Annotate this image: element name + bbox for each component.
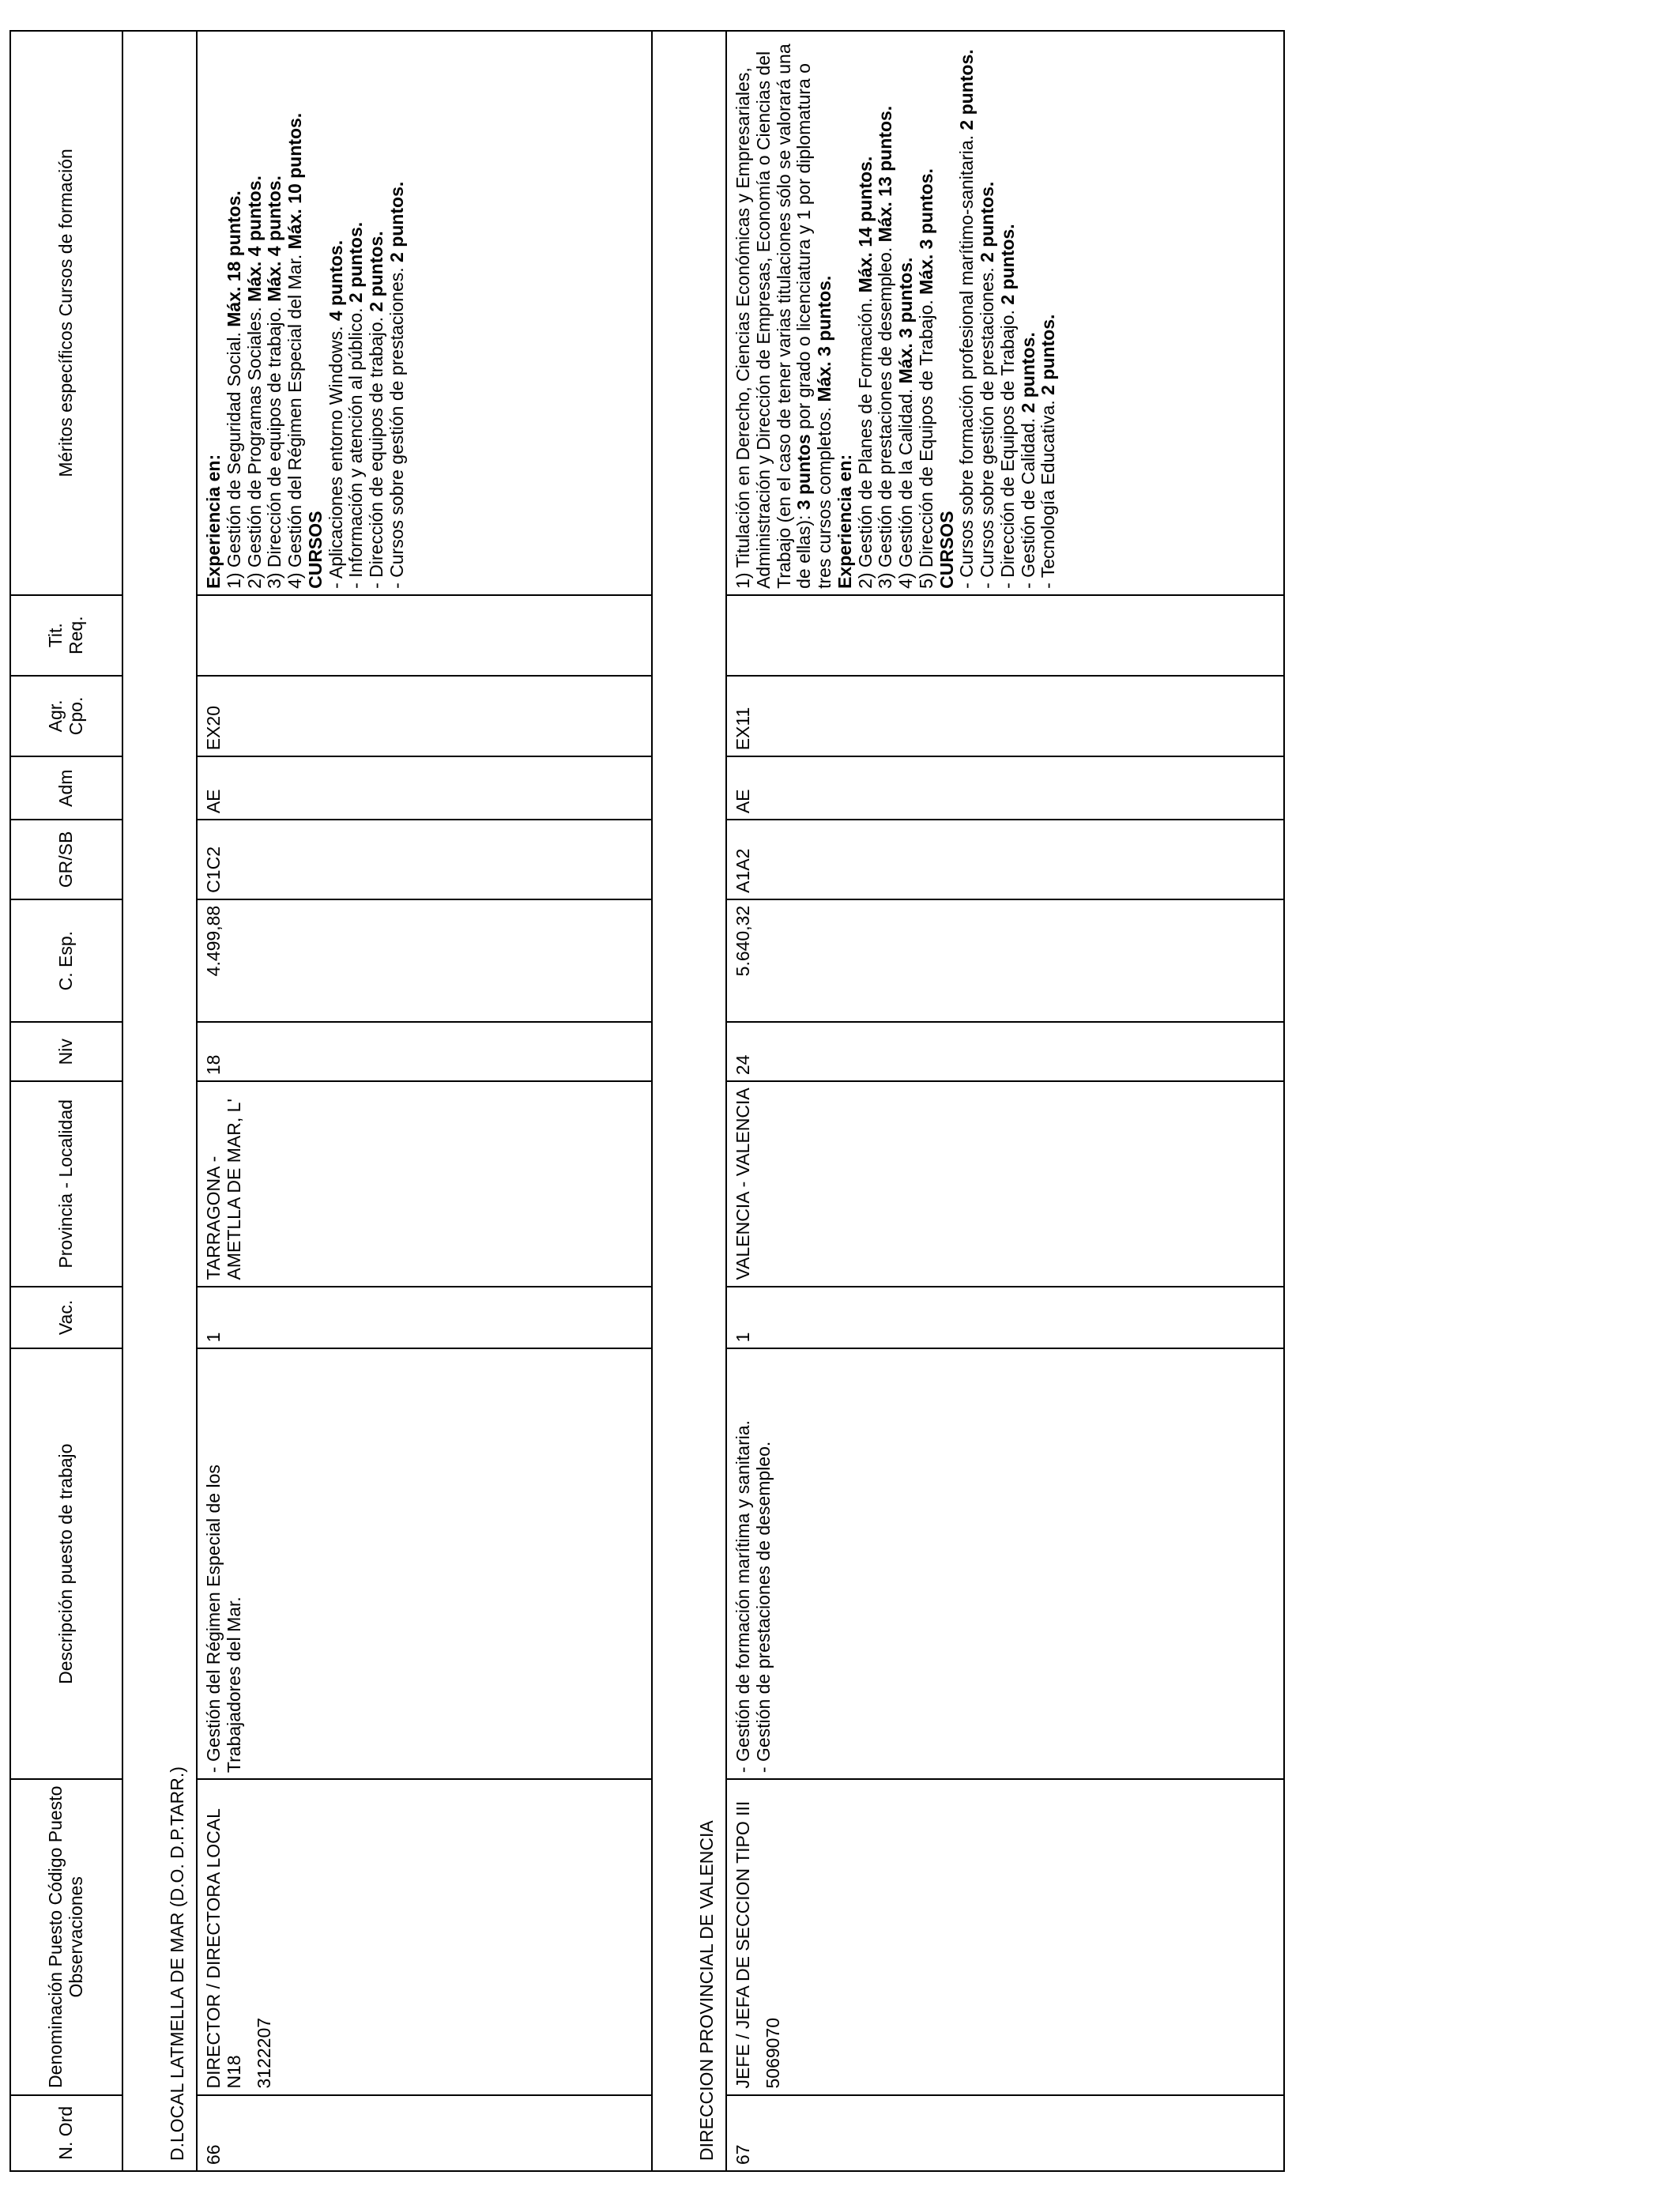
table-row bbox=[197, 31, 652, 2171]
header-tit: Tit. Req. bbox=[10, 595, 122, 676]
position-name: JEFE / JEFA DE SECCION TIPO III bbox=[733, 1800, 753, 2089]
merit-line: - Dirección de Equipos de Trabajo. 2 puntos. bbox=[996, 224, 1018, 589]
cell-descripcion bbox=[197, 1348, 652, 1779]
cell-niv: 18 bbox=[197, 1022, 652, 1081]
merit-line: 2) Gestión de Programas Sociales. Máx. 4 puntos. bbox=[243, 175, 265, 589]
merit-line: 5) Dirección de Equipos de Trabajo. Máx. 3 puntos. bbox=[915, 168, 936, 589]
cell-vac: 1 bbox=[726, 1287, 1284, 1349]
cell-denominacion bbox=[197, 1779, 652, 2094]
header-vac: Vac. bbox=[10, 1287, 122, 1349]
merit-line: - Gestión de Calidad. 2 puntos. bbox=[1017, 332, 1038, 589]
header-denominacion: Denominación Puesto Código Puesto Observaciones bbox=[10, 1779, 122, 2094]
merit-line: - Tecnología Educativa. 2 puntos. bbox=[1038, 314, 1059, 589]
cell-nord: 66 bbox=[197, 2095, 652, 2171]
cell-meritos bbox=[726, 31, 1284, 595]
merit-line: 2) Gestión de Planes de Formación. Máx. 14 puntos. bbox=[854, 156, 876, 589]
merit-line: - Cursos sobre formación profesional marítimo-sanitaria. 2 puntos. bbox=[956, 49, 977, 589]
cell-tit bbox=[726, 595, 1284, 676]
merit-line: CURSOS bbox=[304, 511, 326, 589]
cell-agr: EX20 bbox=[197, 676, 652, 757]
cell-cesp: 4.499,88 bbox=[197, 899, 652, 1023]
header-adm: Adm bbox=[10, 756, 122, 820]
section-row bbox=[122, 31, 197, 2171]
merit-line: CURSOS bbox=[936, 511, 957, 589]
header-agr: Agr. Cpo. bbox=[10, 676, 122, 757]
cell-tit bbox=[197, 595, 652, 676]
cell-descripcion bbox=[726, 1348, 1284, 1779]
cell-nord: 67 bbox=[726, 2095, 1284, 2171]
merit-line: - Cursos sobre gestión de prestaciones. 2 puntos. bbox=[386, 181, 407, 589]
cell-cesp: 5.640,32 bbox=[726, 899, 1284, 1023]
merit-line: 1) Titulación en Derecho, Ciencias Económicas y Empresariales, Administración y Dirección de Empresas, Economía o Ciencias del Trabajo (en el caso de tener varias titulaciones sólo se valorará una de ellas): 3 puntos por grado o licenciatura y 1 por diplomatura o tres cursos completos. Máx. 3 puntos. bbox=[733, 43, 834, 589]
cell-meritos bbox=[197, 31, 652, 595]
description-line: - Gestión de prestaciones de desempleo. bbox=[752, 1441, 774, 1774]
header-descripcion: Descripción puesto de trabajo bbox=[10, 1348, 122, 1779]
section-title: D.LOCAL LATMELLA DE MAR (D.O. D.P.TARR.) bbox=[122, 31, 197, 2171]
cell-vac: 1 bbox=[197, 1287, 652, 1349]
merit-line: Experiencia en: bbox=[203, 454, 224, 589]
header-niv: Niv bbox=[10, 1022, 122, 1081]
cell-adm: AE bbox=[197, 756, 652, 820]
cell-niv: 24 bbox=[726, 1022, 1284, 1081]
merit-line: - Dirección de equipos de trabajo. 2 puntos. bbox=[366, 231, 386, 589]
description-line: - Gestión de formación marítima y sanitaria. bbox=[733, 1419, 753, 1774]
cell-grsb: A1A2 bbox=[726, 820, 1284, 899]
cell-provincia: TARRAGONA - AMETLLA DE MAR, L' bbox=[197, 1081, 652, 1286]
merit-line: 3) Dirección de equipos de trabajo. Máx. 4 puntos. bbox=[264, 175, 285, 589]
merit-line: - Cursos sobre gestión de prestaciones. 2 puntos. bbox=[977, 181, 997, 589]
header-provincia: Provincia - Localidad bbox=[10, 1081, 122, 1286]
header-cesp: C. Esp. bbox=[10, 899, 122, 1023]
position-name: DIRECTOR / DIRECTORA LOCAL N18 bbox=[203, 1808, 244, 2089]
merit-line: - Aplicaciones entorno Windows. 4 puntos. bbox=[325, 239, 346, 589]
section-title: DIRECCION PROVINCIAL DE VALENCIA bbox=[652, 31, 726, 2171]
merit-line: 3) Gestión de prestaciones de desempleo. Máx. 13 puntos. bbox=[875, 105, 896, 589]
merit-line: - Información y atención al público. 2 puntos. bbox=[345, 221, 367, 589]
merit-line: 4) Gestión de la Calidad. Máx. 3 puntos. bbox=[895, 257, 916, 589]
cell-adm: AE bbox=[726, 756, 1284, 820]
header-grsb: GR/SB bbox=[10, 820, 122, 899]
header-nord: N. Ord bbox=[10, 2095, 122, 2171]
header-row bbox=[10, 31, 122, 2171]
description-line: - Gestión del Régimen Especial de los Trabajadores del Mar. bbox=[203, 1465, 244, 1774]
cell-grsb: C1C2 bbox=[197, 820, 652, 899]
merit-line: Experiencia en: bbox=[834, 454, 855, 589]
cell-agr: EX11 bbox=[726, 676, 1284, 757]
table-row bbox=[726, 31, 1284, 2171]
cell-provincia: VALENCIA - VALENCIA bbox=[726, 1081, 1284, 1286]
position-code: 3122207 bbox=[253, 2017, 274, 2089]
job-positions-table bbox=[9, 30, 1285, 2172]
section-row bbox=[652, 31, 726, 2171]
cell-denominacion bbox=[726, 1779, 1284, 2094]
merit-line: 4) Gestión del Régimen Especial del Mar. Máx. 10 puntos. bbox=[284, 112, 305, 589]
merit-line: 1) Gestión de Seguridad Social. Máx. 18 puntos. bbox=[223, 190, 244, 589]
header-meritos: Méritos específicos Cursos de formación bbox=[10, 31, 122, 595]
position-code: 5069070 bbox=[762, 2017, 783, 2089]
